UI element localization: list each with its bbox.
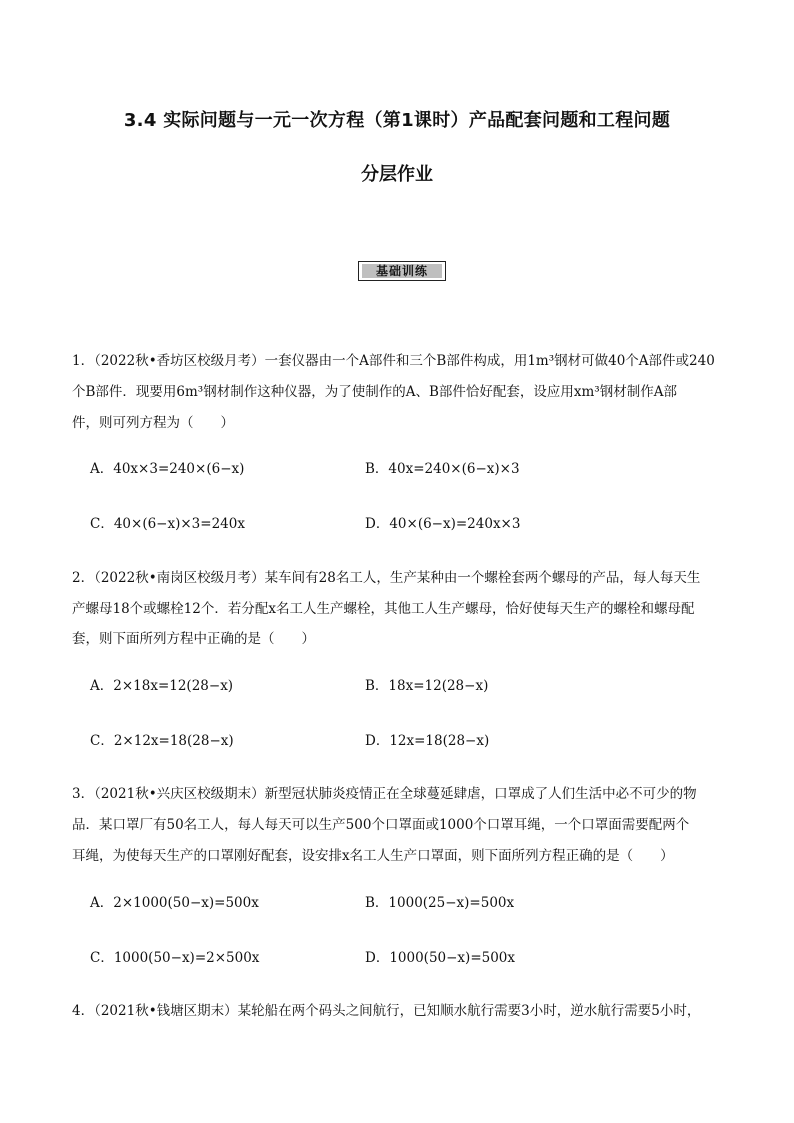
option-d[interactable]: D．40×(6−x)=240x×3: [365, 516, 521, 532]
question-line: 耳绳，为使每天生产的口罩刚好配套，设安排x名工人生产口罩面，则下面所列方程正确的是（ ）: [72, 848, 674, 864]
option-b[interactable]: B．40x=240×(6−x)×3: [365, 461, 520, 477]
question-line: 品．某口罩厂有50名工人，每人每天可以生产500个口罩面或1000个口罩耳绳，一个口罩面需要配两个: [72, 817, 690, 833]
question-line: 件，则可列方程为（ ）: [72, 415, 234, 431]
option-c[interactable]: C．2×12x=18(28−x): [90, 733, 234, 749]
question-line: 3．（2021秋•兴庆区校级期末）新型冠状肺炎疫情正在全球蔓延肆虐，口罩成了人们生活中必不可少的物: [72, 786, 697, 802]
option-c[interactable]: C．1000(50−x)=2×500x: [90, 950, 260, 966]
option-b[interactable]: B．18x=12(28−x): [365, 678, 489, 694]
question-line: 1．（2022秋•香坊区校级月考）一套仪器由一个A部件和三个B部件构成，用1m³钢材可做40个A部件或240: [72, 353, 715, 369]
section-badge-label: 基础训练: [362, 264, 442, 278]
question-line: 2．（2022秋•南岗区校级月考）某车间有28名工人，生产某种由一个螺栓套两个螺母的产品，每人每天生: [72, 570, 701, 586]
option-d[interactable]: D．12x=18(28−x): [365, 733, 490, 749]
option-a[interactable]: A．40x×3=240×(6−x): [90, 461, 245, 477]
question-line: 产螺母18个或螺栓12个．若分配x名工人生产螺栓，其他工人生产螺母，恰好使每天生产的螺栓和螺母配: [72, 601, 695, 617]
option-b[interactable]: B．1000(25−x)=500x: [365, 895, 515, 911]
section-badge: [358, 261, 446, 281]
option-c[interactable]: C．40×(6−x)×3=240x: [90, 516, 245, 532]
document-subtitle: 分层作业: [361, 164, 433, 185]
question-line: 4．（2021秋•钱塘区期末）某轮船在两个码头之间航行，已知顺水航行需要3小时，逆水航行需要5小时，: [72, 1003, 701, 1019]
option-a[interactable]: A．2×18x=12(28−x): [90, 678, 234, 694]
document-title: 3.4 实际问题与一元一次方程（第1课时）产品配套问题和工程问题: [123, 110, 671, 131]
question-line: 个B部件．现要用6m³钢材制作这种仪器，为了使制作的A、B部件恰好配套，设应用xm³钢材制作A部: [72, 384, 677, 400]
option-a[interactable]: A．2×1000(50−x)=500x: [90, 895, 259, 911]
question-line: 套，则下面所列方程中正确的是（ ）: [72, 631, 315, 647]
option-d[interactable]: D．1000(50−x)=500x: [365, 950, 516, 966]
